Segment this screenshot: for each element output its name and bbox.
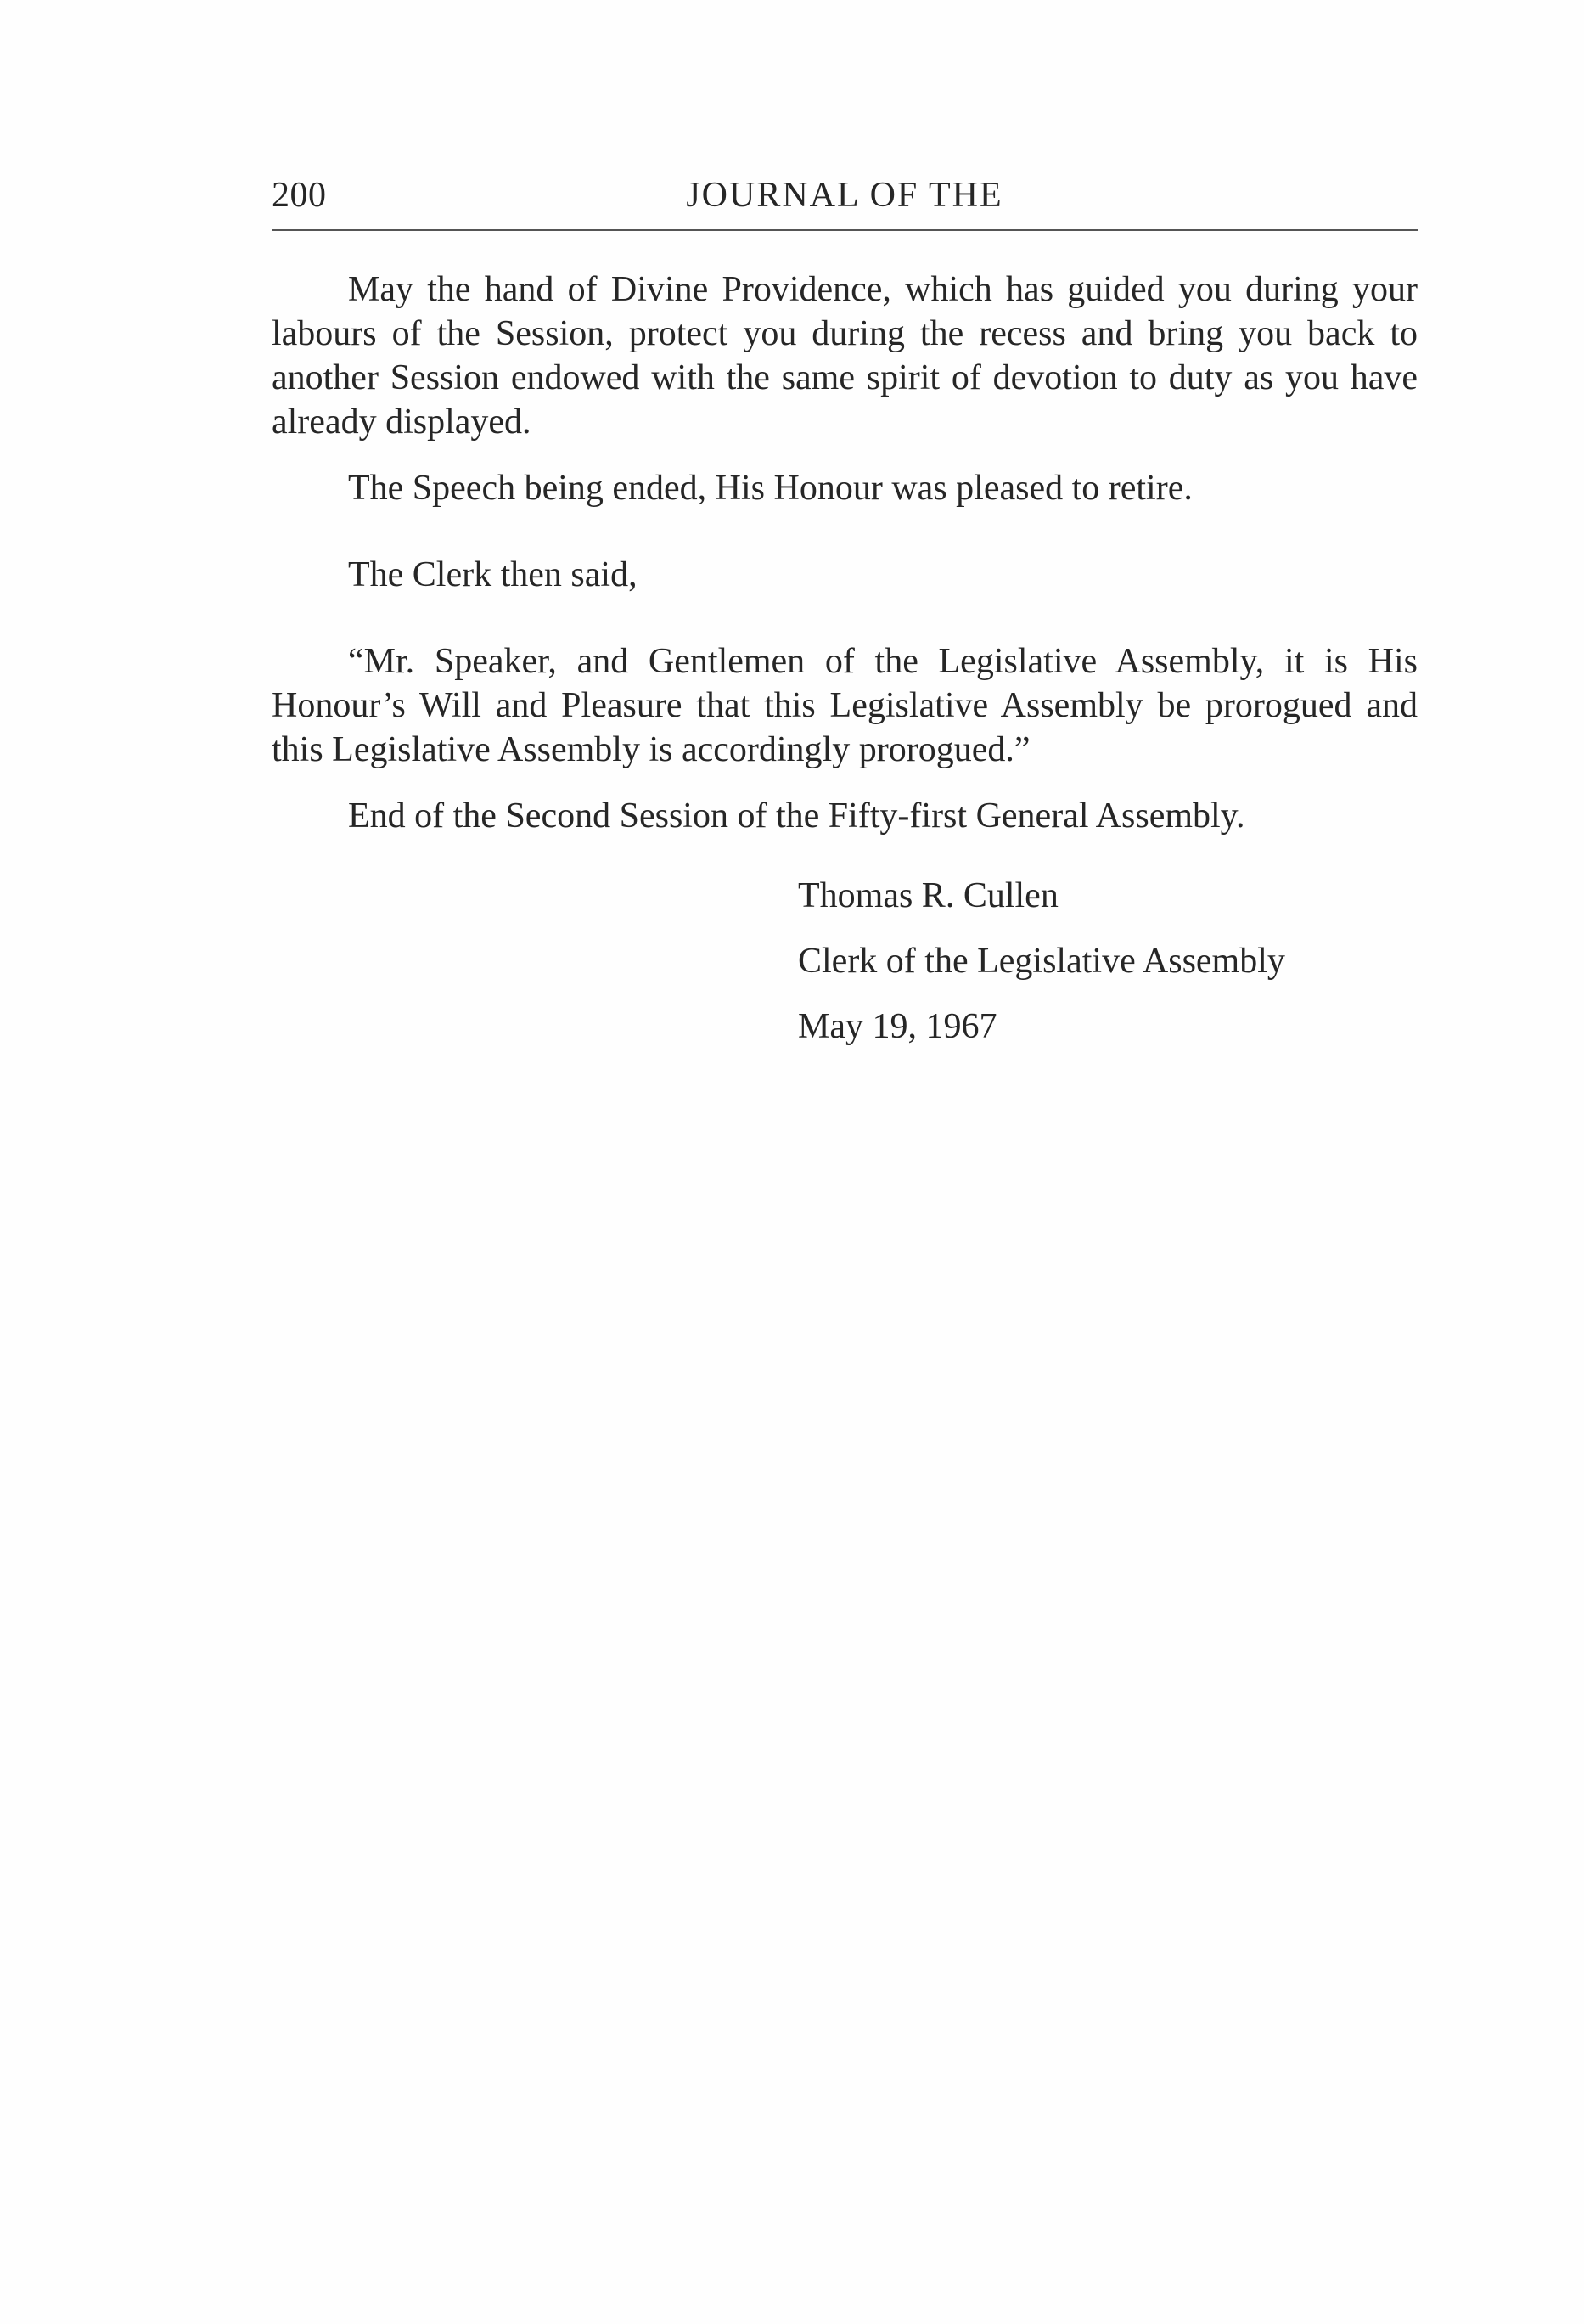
- signatory-title: Clerk of the Legislative Assembly: [798, 942, 1285, 981]
- body-text: [272, 267, 1418, 1070]
- paragraph-speech-ended: The Speech being ended, His Honour was pleased to retire.: [348, 469, 1193, 508]
- signatory-name: Thomas R. Cullen: [798, 876, 1059, 915]
- paragraph-closing-prayer: May the hand of Divine Providence, which has guided you during your labours of the Session, protect you during the recess and bring you back to another Session endowed with the same spirit of devotion to duty as you have already displayed.: [272, 270, 1418, 442]
- signature-block: [798, 874, 1418, 1049]
- page-number: 200: [272, 176, 327, 215]
- signature-date: May 19, 1967: [798, 1007, 997, 1046]
- paragraph-end-of-session: End of the Second Session of the Fifty-first General Assembly.: [348, 796, 1245, 836]
- page-header: [272, 168, 1418, 229]
- header-rule: [272, 229, 1418, 231]
- running-title: JOURNAL OF THE: [686, 176, 1003, 215]
- paragraph-prorogation: “Mr. Speaker, and Gentlemen of the Legislative Assembly, it is His Honour’s Will and Pleasure that this Legislative Assembly be prorogued and this Legislative Assembly is accordingly prorogued.”: [272, 642, 1418, 769]
- paragraph-clerk-said: The Clerk then said,: [348, 555, 638, 594]
